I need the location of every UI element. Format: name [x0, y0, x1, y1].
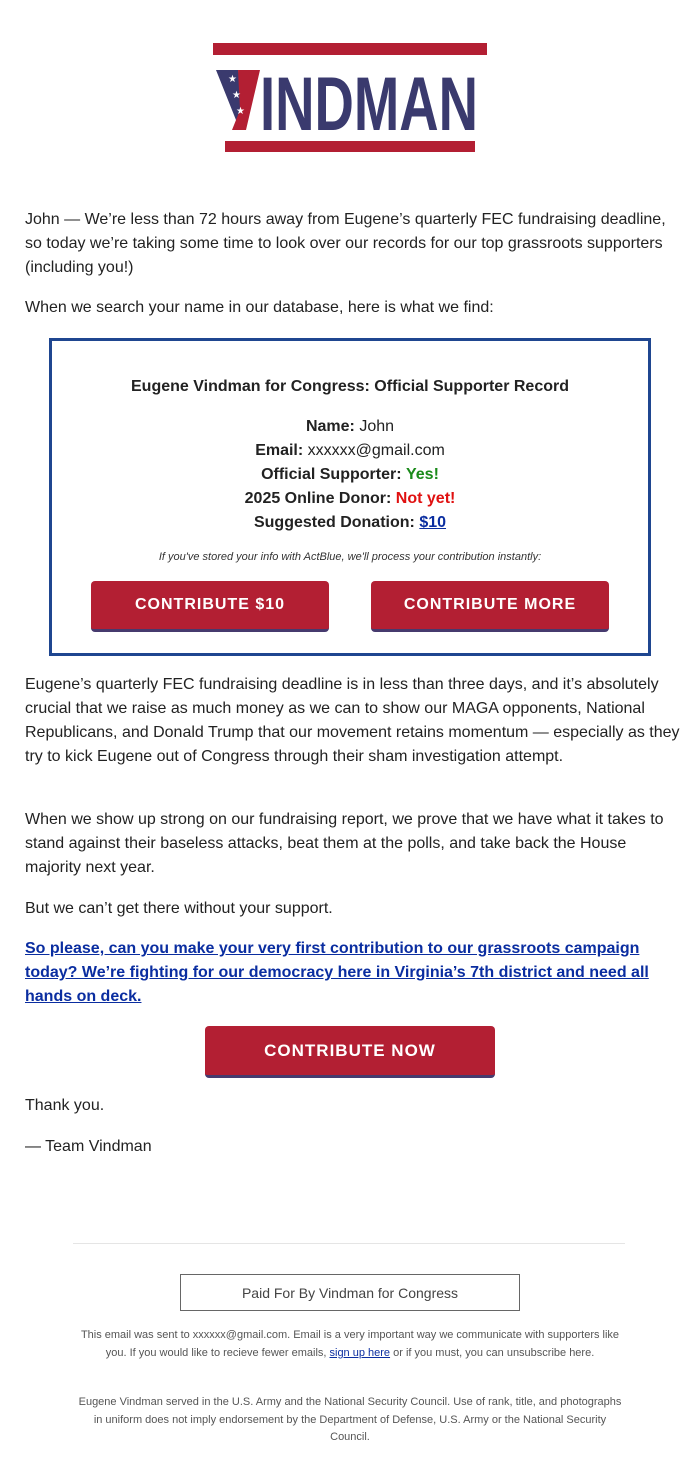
thanks-text: Thank you.	[25, 1097, 105, 1114]
paragraph-report: When we show up strong on our fundraising report, we prove that we have what it takes to stand against their baseless attacks, beat them at the polls, and take back the House majority next year.	[25, 811, 664, 876]
signoff-text: — Team Vindman	[25, 1138, 152, 1155]
svg-text:★: ★	[228, 74, 237, 85]
contribute-now-button[interactable]: CONTRIBUTE NOW	[205, 1026, 495, 1078]
suggested-donation-link[interactable]: $10	[419, 514, 447, 531]
record-title: Eugene Vindman for Congress: Official Supporter Record	[131, 378, 569, 395]
intro-paragraph: John — We’re less than 72 hours away from Eugene’s quarterly FEC fundraising deadline, so today we’re taking some time to look over our records for our top grassroots supporters (including you!)	[25, 211, 666, 276]
record-email: Email: xxxxxx@gmail.com	[255, 442, 445, 459]
paragraph-deadline: Eugene’s quarterly FEC fundraising deadline is in less than three days, and it’s absolutely crucial that we raise as much money as we can to show our MAGA opponents, National Republicans, and Donald Trump that our movement retains momentum — especially as they try to kick Eugene out of Congress through their sham investigation attempt.	[25, 676, 680, 765]
paragraph-support: But we can’t get there without your support.	[25, 900, 333, 917]
svg-text:INDMAN: INDMAN	[260, 62, 478, 147]
footer-sent-text: This email was sent to xxxxxx@gmail.com. Email is a very important way we communicate with supporters like you. If you would like to recieve fewer emails, sign up here or if you must, you can unsubscribe here.	[80, 1329, 620, 1359]
record-name: Name: John	[305, 418, 395, 435]
footer-divider	[73, 1243, 625, 1244]
contribution-ask-link[interactable]: So please, can you make your very first contribution to our grassroots campaign today? We’re fighting for our democracy here in Virginia’s 7th district and need all hands on deck.	[25, 940, 649, 1005]
svg-text:★: ★	[236, 106, 245, 117]
actblue-note: If you've stored your info with ActBlue, we'll process your contribution instantly:	[158, 551, 542, 563]
contribute-more-button[interactable]: CONTRIBUTE MORE	[371, 581, 609, 632]
record-suggested: Suggested Donation: $10	[253, 514, 447, 531]
vindman-logo	[210, 40, 490, 156]
footer-disclaimer: Eugene Vindman served in the U.S. Army and the National Security Council. Use of rank, title, and photographs in uniform does not imply endorsement by the Department of Defense, U.S. Army or the National Security Council.	[78, 1396, 622, 1443]
record-supporter: Official Supporter: Yes!	[261, 466, 439, 483]
svg-text:★: ★	[232, 90, 241, 101]
contribute-10-button[interactable]: CONTRIBUTE $10	[91, 581, 329, 632]
signup-link[interactable]: sign up here	[329, 1346, 391, 1359]
search-paragraph: When we search your name in our database, here is what we find:	[25, 299, 494, 316]
record-donor: 2025 Online Donor: Not yet!	[244, 490, 456, 507]
paid-for-box: Paid For By Vindman for Congress	[180, 1274, 520, 1311]
